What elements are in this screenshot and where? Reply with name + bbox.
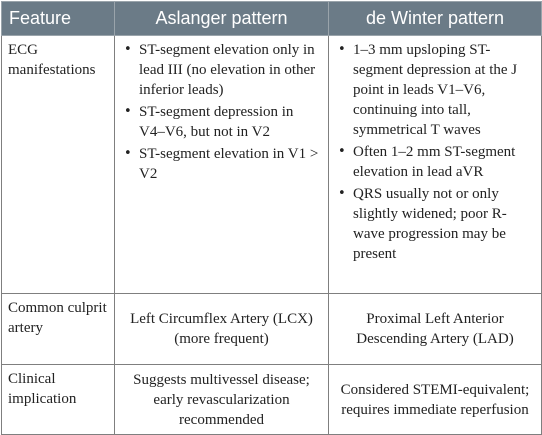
cell-aslanger-culprit: Left Circumflex Artery (LCX) (more frequent) bbox=[115, 294, 329, 365]
list-item: • Often 1–2 mm ST-segment elevation in lead aVR bbox=[353, 142, 535, 182]
list-item: • ST-segment elevation only in lead III (no elevation in other inferior leads) bbox=[139, 40, 322, 100]
table-row-clinical bbox=[2, 365, 542, 435]
cell-dewinter-clinical: Considered STEMI-equivalent; requires immediate reperfusion bbox=[329, 365, 542, 435]
header-aslanger: Aslanger pattern bbox=[115, 2, 329, 36]
table-row-culprit bbox=[2, 294, 542, 365]
dewinter-ecg-list bbox=[335, 40, 535, 264]
cell-aslanger-ecg bbox=[115, 36, 329, 294]
row-label-clinical: Clinical implication bbox=[2, 365, 115, 435]
table-row-ecg bbox=[2, 36, 542, 294]
aslanger-ecg-list bbox=[121, 40, 322, 184]
header-feature: Feature bbox=[2, 2, 115, 36]
comparison-table bbox=[1, 1, 542, 435]
row-label-ecg: ECG manifestations bbox=[2, 36, 115, 294]
list-item: • 1–3 mm upsloping ST-segment depression at the J point in leads V1–V6, continuing into tall, symmetrical T waves bbox=[353, 40, 535, 140]
list-item: • QRS usually not or only slightly widened; poor R-wave progression may be present bbox=[353, 184, 535, 264]
header-dewinter: de Winter pattern bbox=[329, 2, 542, 36]
list-item: • ST-segment depression in V4–V6, but not in V2 bbox=[139, 102, 322, 142]
row-label-culprit: Common culprit artery bbox=[2, 294, 115, 365]
header-row bbox=[2, 2, 542, 36]
cell-dewinter-culprit: Proximal Left Anterior Descending Artery (LAD) bbox=[329, 294, 542, 365]
list-item: • ST-segment elevation in V1 > V2 bbox=[139, 144, 322, 184]
cell-aslanger-clinical: Suggests multivessel disease; early revascularization recommended bbox=[115, 365, 329, 435]
cell-dewinter-ecg bbox=[329, 36, 542, 294]
